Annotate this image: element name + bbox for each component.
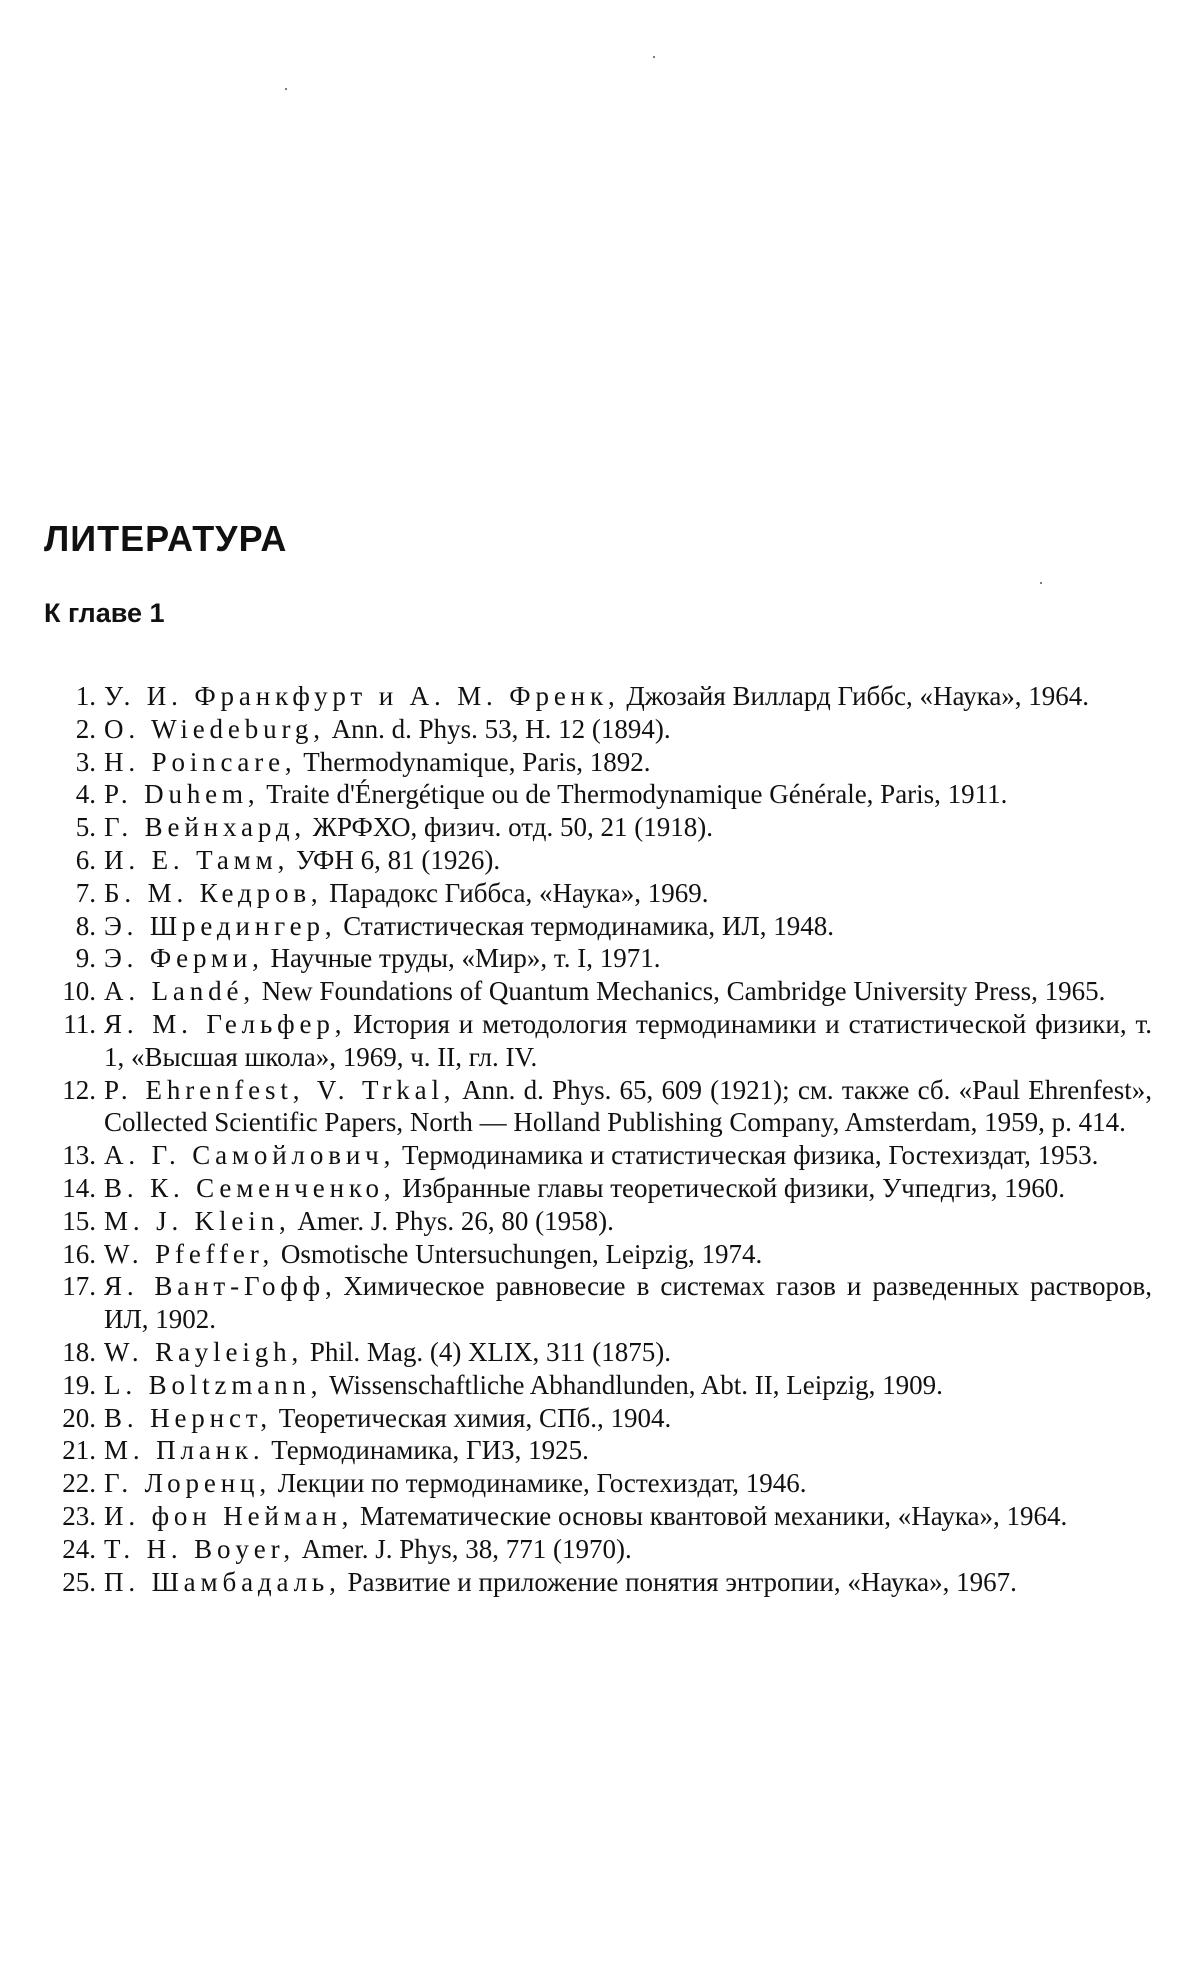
reference-number: 15. — [62, 1205, 96, 1236]
reference-author: П. Шамбадаль, — [104, 1566, 341, 1597]
reference-text: Amer. J. Phys. 26, 80 (1958). — [297, 1205, 614, 1236]
reference-author: T. H. Boyer, — [104, 1533, 295, 1564]
reference-number: 17. — [62, 1271, 96, 1302]
reference-entry — [44, 942, 1152, 975]
reference-author: В. К. Семенченко, — [104, 1172, 396, 1203]
reference-text: УФН 6, 81 (1926). — [295, 844, 501, 875]
reference-author: Б. М. Кедров, — [104, 877, 323, 908]
reference-entry — [44, 877, 1152, 910]
reference-entry — [44, 778, 1152, 811]
reference-text: Парадокс Гиббса, «Наука», 1969. — [329, 877, 709, 908]
reference-entry — [44, 975, 1152, 1008]
reference-number: 8. — [75, 910, 96, 941]
reference-number: 11. — [63, 1008, 96, 1039]
reference-number: 19. — [62, 1369, 96, 1400]
chapter-heading: К главе 1 — [44, 598, 165, 628]
reference-entry — [44, 1500, 1152, 1533]
reference-number: 6. — [75, 844, 96, 875]
reference-author: P. Ehrenfest, V. Trkal, — [104, 1074, 456, 1105]
reference-text: Статистическая термодинамика, ИЛ, 1948. — [343, 910, 834, 941]
reference-text: Развитие и приложение понятия энтропии, «Наука», 1967. — [347, 1566, 1017, 1597]
reference-text: Научные труды, «Мир», т. I, 1971. — [270, 943, 661, 974]
reference-author: P. Duhem, — [104, 779, 260, 810]
reference-entry — [44, 811, 1152, 844]
reference-number: 18. — [62, 1336, 96, 1367]
reference-text: Osmotische Untersuchungen, Leipzig, 1974. — [280, 1238, 763, 1269]
reference-number: 25. — [62, 1566, 96, 1597]
reference-entry — [44, 1467, 1152, 1500]
reference-author: Г. Лоренц, — [104, 1468, 271, 1499]
reference-text: New Foundations of Quantum Mechanics, Cambridge University Press, 1965. — [261, 976, 1106, 1007]
reference-number: 2. — [75, 713, 96, 744]
reference-text: Химическое равновесие в системах газов и разведенных растворов, ИЛ, 1902. — [104, 1271, 1152, 1335]
reference-text: Phil. Mag. (4) XLIX, 311 (1875). — [309, 1336, 672, 1367]
reference-author: Э. Ферми, — [104, 943, 264, 974]
reference-text: Amer. J. Phys, 38, 771 (1970). — [301, 1533, 632, 1564]
reference-author: Я. Вант-Гофф, — [104, 1271, 337, 1302]
reference-text: Теоретическая химия, СПб., 1904. — [278, 1402, 672, 1433]
reference-entry — [44, 1336, 1152, 1369]
reference-entry — [44, 1566, 1152, 1599]
reference-entry — [44, 1402, 1152, 1435]
reference-number: 20. — [62, 1402, 96, 1433]
reference-text: Ann. d. Phys. 65, 609 (1921); см. также сб. «Paul Ehrenfest», Collected Scientific Papers, North — Holland Publishing Company, Amsterdam, 1959, p. 414. — [104, 1074, 1152, 1138]
reference-number: 21. — [62, 1435, 96, 1466]
reference-author: L. Boltzmann, — [104, 1369, 323, 1400]
reference-entry — [44, 680, 1152, 713]
reference-text: Термодинамика и статистическая физика, Гостехиздат, 1953. — [401, 1140, 1099, 1171]
reference-number: 24. — [62, 1533, 96, 1564]
reference-entry — [44, 910, 1152, 943]
reference-entry — [44, 1434, 1152, 1467]
reference-text: Лекции по термодинамике, Гостехиздат, 1946. — [277, 1468, 807, 1499]
reference-author: W. Rayleigh, — [104, 1336, 304, 1367]
reference-number: 7. — [75, 877, 96, 908]
reference-number: 4. — [75, 779, 96, 810]
reference-author: М. Планк. — [104, 1435, 265, 1466]
reference-author: В. Нернст, — [104, 1402, 273, 1433]
scan-speck — [653, 56, 655, 58]
reference-author: Я. М. Гельфер, — [104, 1008, 347, 1039]
reference-number: 9. — [75, 943, 96, 974]
reference-number: 14. — [62, 1172, 96, 1203]
reference-author: M. J. Klein, — [104, 1205, 291, 1236]
reference-author: А. Г. Самойлович, — [104, 1140, 396, 1171]
reference-number: 3. — [75, 746, 96, 777]
reference-author: H. Poincare, — [104, 746, 297, 777]
reference-text: Джозайя Виллард Гиббс, «Наука», 1964. — [626, 681, 1090, 711]
page-title: ЛИТЕРАТУРА — [44, 518, 288, 559]
scan-speck — [285, 88, 287, 90]
reference-text: Термодинамика, ГИЗ, 1925. — [271, 1435, 589, 1466]
reference-text: Избранные главы теоретической физики, Учпедгиз, 1960. — [402, 1172, 1065, 1203]
reference-entry — [44, 1238, 1152, 1271]
reference-entry — [44, 1205, 1152, 1238]
reference-number: 16. — [62, 1238, 96, 1269]
reference-text: Traite d'Énergétique ou de Thermodynamique Générale, Paris, 1911. — [266, 779, 1008, 810]
reference-entry — [44, 844, 1152, 877]
reference-text: История и методология термодинамики и статистической физики, т. 1, «Высшая школа», 1969, ч. II, гл. IV. — [104, 1008, 1153, 1072]
reference-author: Э. Шредингер, — [104, 910, 337, 941]
reference-number: 12. — [62, 1074, 96, 1105]
reference-list — [44, 680, 1152, 1598]
reference-entry — [44, 1172, 1152, 1205]
reference-number: 10. — [62, 976, 96, 1007]
reference-text: Математические основы квантовой механики, «Наука», 1964. — [360, 1500, 1068, 1531]
reference-entry — [44, 1008, 1152, 1074]
reference-text: ЖРФХО, физич. отд. 50, 21 (1918). — [312, 812, 713, 843]
reference-entry — [44, 1074, 1152, 1140]
reference-entry — [44, 1139, 1152, 1172]
scan-speck — [1040, 582, 1042, 584]
reference-entry — [44, 746, 1152, 779]
reference-author: У. И. Франкфурт и А. М. Френк, — [104, 681, 620, 711]
reference-number: 5. — [75, 812, 96, 843]
reference-text: Wissenschaftliche Abhandlunden, Abt. II, Leipzig, 1909. — [329, 1369, 943, 1400]
reference-author: W. Pfeffer, — [104, 1238, 275, 1269]
reference-number: 23. — [62, 1500, 96, 1531]
reference-number: 22. — [62, 1468, 96, 1499]
reference-entry — [44, 1369, 1152, 1402]
reference-author: O. Wiedeburg, — [104, 713, 325, 744]
reference-entry — [44, 713, 1152, 746]
reference-number: 13. — [62, 1140, 96, 1171]
reference-text: Thermodynamique, Paris, 1892. — [303, 746, 651, 777]
reference-entry — [44, 1270, 1152, 1336]
reference-author: И. Е. Тамм, — [104, 844, 290, 875]
reference-author: И. фон Нейман, — [104, 1500, 354, 1531]
reference-author: A. Landé, — [104, 976, 255, 1007]
reference-number: 1. — [75, 681, 96, 711]
reference-entry — [44, 1533, 1152, 1566]
reference-text: Ann. d. Phys. 53, H. 12 (1894). — [331, 713, 671, 744]
reference-author: Г. Вейнхард, — [104, 812, 307, 843]
